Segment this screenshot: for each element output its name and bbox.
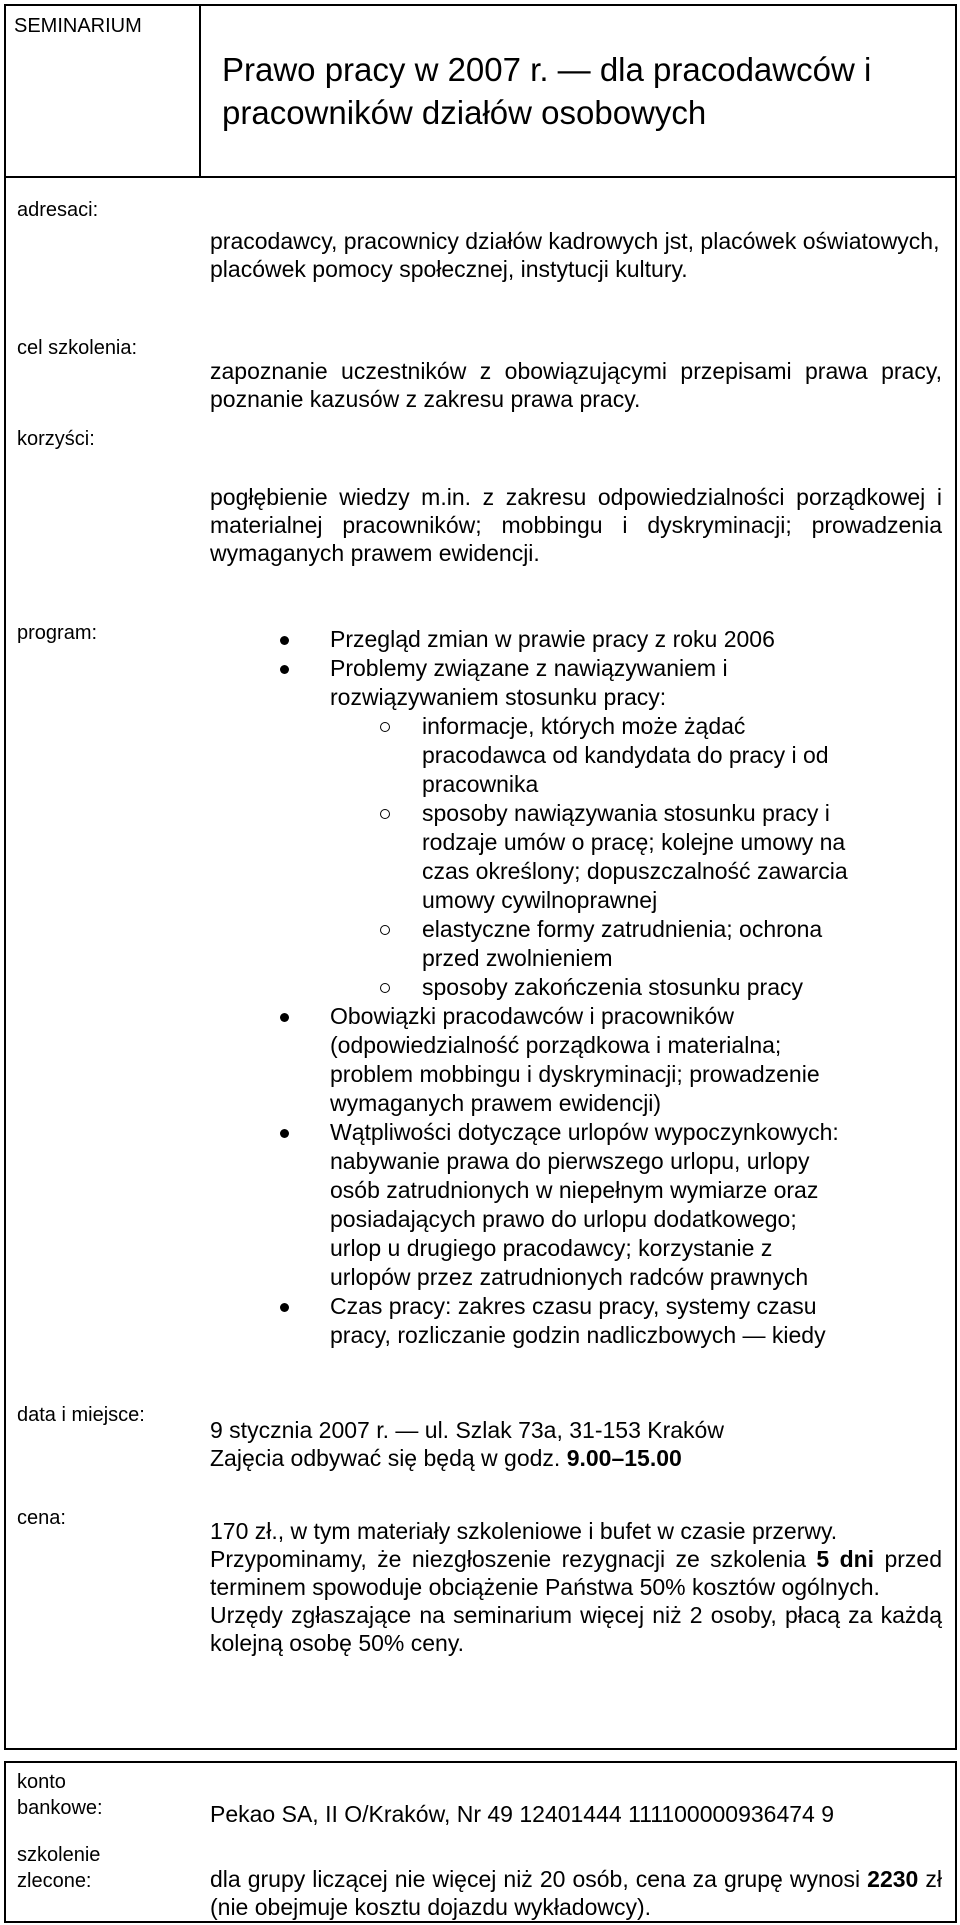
data-miejsce-text [210,1416,942,1472]
cena-text [210,1517,942,1657]
circle-bullet-icon [380,809,390,819]
program-subitem: sposoby nawiązywania stosunku pracy i rodzaje umów o pracę; kolejne umowy na czas określony; dopuszczalność zawarcia umowy cywilnoprawnej [330,799,852,915]
program-subitem: informacje, których może żądać pracodawca od kandydata do pracy i od pracownika [330,712,852,799]
class-hours: Zajęcia odbywać się będą w godz. 9.00–15.00 [210,1445,682,1471]
price-line: 170 zł., w tym materiały szkoleniowe i bufet w czasie przerwy. [210,1518,838,1544]
korzysci-text: pogłębienie wiedzy m.in. z zakresu odpowiedzialności porządkowej i materialnej pracowników; mobbingu i dyskryminacji; prowadzenia wymaganych prawem ewidencji. [210,484,942,566]
program-item: Obowiązki pracodawców i pracowników (odpowiedzialność porządkowa i materialna; problem mobbingu i dyskryminacji; prowadzenie wymaganych prawem ewidencji) [210,1002,850,1118]
title-column-divider [199,4,201,178]
title-divider [4,176,957,178]
program-item: Czas pracy: zakres czasu pracy, systemy czasu pracy, rozliczanie godzin nadliczbowych — kiedy [210,1292,850,1350]
korzysci-label: korzyści: [17,428,95,450]
bullet-icon [280,1303,289,1312]
program-subitem: elastyczne formy zatrudnienia; ochrona przed zwolnieniem [330,915,852,973]
program-item: Przegląd zmian w prawie pracy z roku 2006 [210,625,850,654]
adresaci-text: pracodawcy, pracownicy działów kadrowych jst, placówek oświatowych, placówek pomocy społecznej, instytucji kultury. [210,228,940,282]
circle-bullet-icon [380,983,390,993]
zlecone-label: szkolenie zlecone: [17,1844,101,1892]
cel-label: cel szkolenia: [17,337,138,359]
zlecone-text: dla grupy liczącej nie więcej niż 20 osób, cena za grupę wynosi 2230 zł (nie obejmuje kosztu dojazdu wykładowcy). [210,1866,942,1920]
konto-text: Pekao SA, II O/Kraków, Nr 49 12401444 111100000936474 9 [210,1801,835,1827]
seminar-category: SEMINARIUM [14,15,142,37]
cel-text: zapoznanie uczestników z obowiązującymi przepisami prawa pracy, poznanie kazusów z zakresu prawa pracy. [210,358,942,412]
program-label: program: [17,622,98,644]
program-subitem: sposoby zakończenia stosunku pracy [330,973,852,1002]
discount-note: Urzędy zgłaszające na seminarium więcej niż 2 osoby, płacą za każdą kolejną osobę 50% ceny. [210,1602,942,1656]
cancellation-note: Przypominamy, że niezgłoszenie rezygnacji ze szkolenia 5 dni przed terminem spowoduje obciążenie Państwa 50% kosztów ogólnych. [210,1546,942,1600]
bullet-icon [280,1129,289,1138]
date-location: 9 stycznia 2007 r. — ul. Szlak 73a, 31-153 Kraków [210,1417,724,1443]
program-item: Wątpliwości dotyczące urlopów wypoczynkowych: nabywanie prawa do pierwszego urlopu, urlopy osób zatrudnionych w niepełnym wymiarze oraz posiadających prawo do urlopu dodatkowego; urlop u drugiego pracodawcy; korzystanie z urlopów przez zatrudnionych radców prawnych [210,1118,850,1292]
circle-bullet-icon [380,925,390,935]
program-item: Problemy związane z nawiązywaniem i rozwiązywaniem stosunku pracy: informacje, których może żądać pracodawca od kandydata do pracy i od pracownika sposoby nawiązywania stosunku pracy i rodzaje umów o pracę; kolejne umowy na czas określony; dopuszczalność zawarcia umowy cywilnoprawnej elastyczne formy zatrudnienia; ochrona przed zwolnieniem sposoby zakończenia stosunku pracy [210,654,850,1002]
bullet-icon [280,636,289,645]
cena-label: cena: [17,1507,66,1529]
bullet-icon [280,1013,289,1022]
konto-label: konto bankowe: [17,1771,103,1819]
page-title: Prawo pracy w 2007 r. — dla pracodawców i pracowników działów osobowych [222,51,872,131]
data-miejsce-label: data i miejsce: [17,1404,145,1426]
circle-bullet-icon [380,722,390,732]
program-list [210,625,930,1350]
bullet-icon [280,665,289,674]
adresaci-label: adresaci: [17,199,99,221]
